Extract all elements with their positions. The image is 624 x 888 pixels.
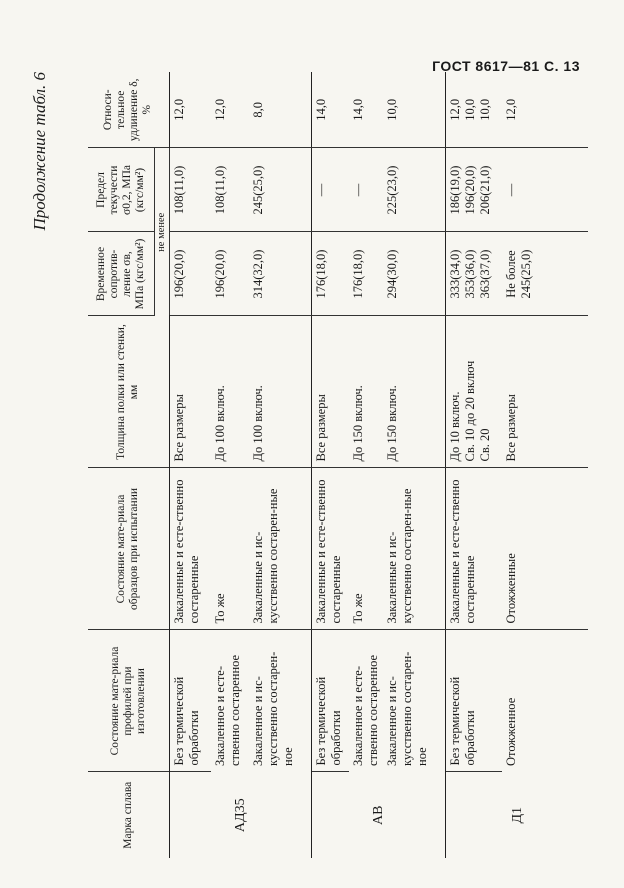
cell-tensile [446, 232, 502, 316]
cell-thickness: До 100 включ. [249, 316, 311, 468]
col-header-not-less: не менее [154, 148, 169, 316]
yield-line: 196(20,0) [463, 165, 478, 215]
thickness-line: Св. 10 до 20 включ [463, 360, 478, 462]
cell-state-manufacture: Без термической обработки [311, 630, 349, 772]
cell-thickness: Все размеры [502, 316, 588, 468]
cell-state-testing: Закаленные и ис-кусственно состарен-ные [249, 468, 311, 630]
cell-tensile: 294(30,0) [383, 232, 445, 316]
cell-yield: 225(23,0) [383, 148, 445, 232]
cell-yield: 108(11,0) [211, 148, 249, 232]
cell-state-manufacture: Закаленное и ис-кусственно состарен-ное [385, 651, 430, 766]
cell-elongation: 14,0 [349, 72, 383, 148]
cell-tensile: 314(32,0) [249, 232, 311, 316]
tensile-line: 333(34,0) [448, 249, 463, 299]
cell-yield [446, 148, 502, 232]
alloy-ad35: АД35 [169, 772, 311, 858]
cell-state-testing: Закаленные и ис-кусственно состарен-ные [383, 468, 445, 630]
cell-yield: — [349, 148, 383, 232]
cell-elongation: 10,0 [383, 72, 445, 148]
page-header: ГОСТ 8617—81 С. 13 [432, 58, 580, 74]
elongation-line: 10,0 [463, 98, 478, 121]
cell-state-testing: Отожженные [502, 468, 588, 630]
cell-thickness [446, 316, 502, 468]
cell-state-testing: То же [349, 468, 383, 630]
cell-state-testing: Закаленные и есте-ственно состаренные [169, 468, 211, 630]
cell-state-manufacture: Закаленное и есте-ственно состаренное [351, 654, 381, 766]
col-header-tensile: Временное сопротив-ление σв, МПа (кгс/мм²) [88, 232, 154, 316]
table-continuation-caption: Продолжение табл. 6 [30, 72, 49, 231]
alloy-av: АВ [311, 772, 445, 858]
cell-state-testing: Закаленные и есте-ственно состаренные [311, 468, 349, 630]
cell-elongation: 8,0 [249, 72, 311, 148]
yield-line: 206(21,0) [478, 165, 493, 215]
alloy-d1: Д1 [446, 772, 588, 858]
cell-elongation: 12,0 [502, 72, 588, 148]
col-header-thickness: Толщина полки или стенки, мм [88, 316, 169, 468]
cell-yield: — [502, 148, 588, 232]
cell-tensile: 176(18,0) [311, 232, 349, 316]
cell-state-testing: Закаленные и есте-ственно состаренные [446, 468, 502, 630]
thickness-line: До 10 включ. [448, 391, 463, 462]
cell-elongation: 12,0 [169, 72, 211, 148]
cell-thickness: До 150 включ. [383, 316, 445, 468]
cell-tensile: 196(20,0) [169, 232, 211, 316]
cell-state-manufacture: Без термической обработки [446, 630, 502, 772]
properties-table [88, 72, 588, 858]
col-header-state-manufacture: Состояние мате-риала профилей при изготовлении [88, 630, 169, 772]
cell-state-manufacture: Закаленное и есте-ственно состаренное [213, 654, 243, 766]
cell-state-manufacture: Без термической обработки [169, 630, 211, 772]
col-header-yield: Предел текучести σ0,2, МПа (кгс/мм²) [88, 148, 154, 232]
cell-state-manufacture: Отожженное [503, 697, 518, 766]
yield-line: 186(19,0) [448, 165, 463, 215]
tensile-line: 353(36,0) [463, 249, 478, 299]
col-header-state-testing: Состояние мате-риала образцов при испытании [88, 468, 169, 630]
cell-state-testing: То же [211, 468, 249, 630]
elongation-line: 10,0 [478, 98, 493, 121]
cell-yield: — [311, 148, 349, 232]
cell-thickness: До 100 включ. [211, 316, 249, 468]
cell-yield: 108(11,0) [169, 148, 211, 232]
cell-tensile: 196(20,0) [211, 232, 249, 316]
col-header-alloy: Марка сплава [88, 772, 169, 858]
cell-thickness: До 150 включ. [349, 316, 383, 468]
cell-elongation: 12,0 [211, 72, 249, 148]
cell-yield: 245(25,0) [249, 148, 311, 232]
cell-thickness: Все размеры [169, 316, 211, 468]
tensile-line: 363(37,0) [478, 249, 493, 299]
cell-tensile: 176(18,0) [349, 232, 383, 316]
elongation-line: 12,0 [448, 98, 463, 121]
thickness-line: Св. 20 [478, 428, 493, 462]
cell-tensile [502, 232, 588, 316]
cell-state-manufacture: Закаленное и ис-кусственно состарен-ное [251, 651, 296, 766]
tensile-line: Не более [503, 250, 518, 298]
cell-thickness: Все размеры [311, 316, 349, 468]
tensile-line: 245(25,0) [518, 249, 533, 299]
cell-elongation: 14,0 [311, 72, 349, 148]
rotated-table-page [30, 72, 588, 858]
col-header-elongation: Относи-тельное удлинение δ, % [88, 72, 169, 148]
cell-elongation [446, 72, 502, 148]
